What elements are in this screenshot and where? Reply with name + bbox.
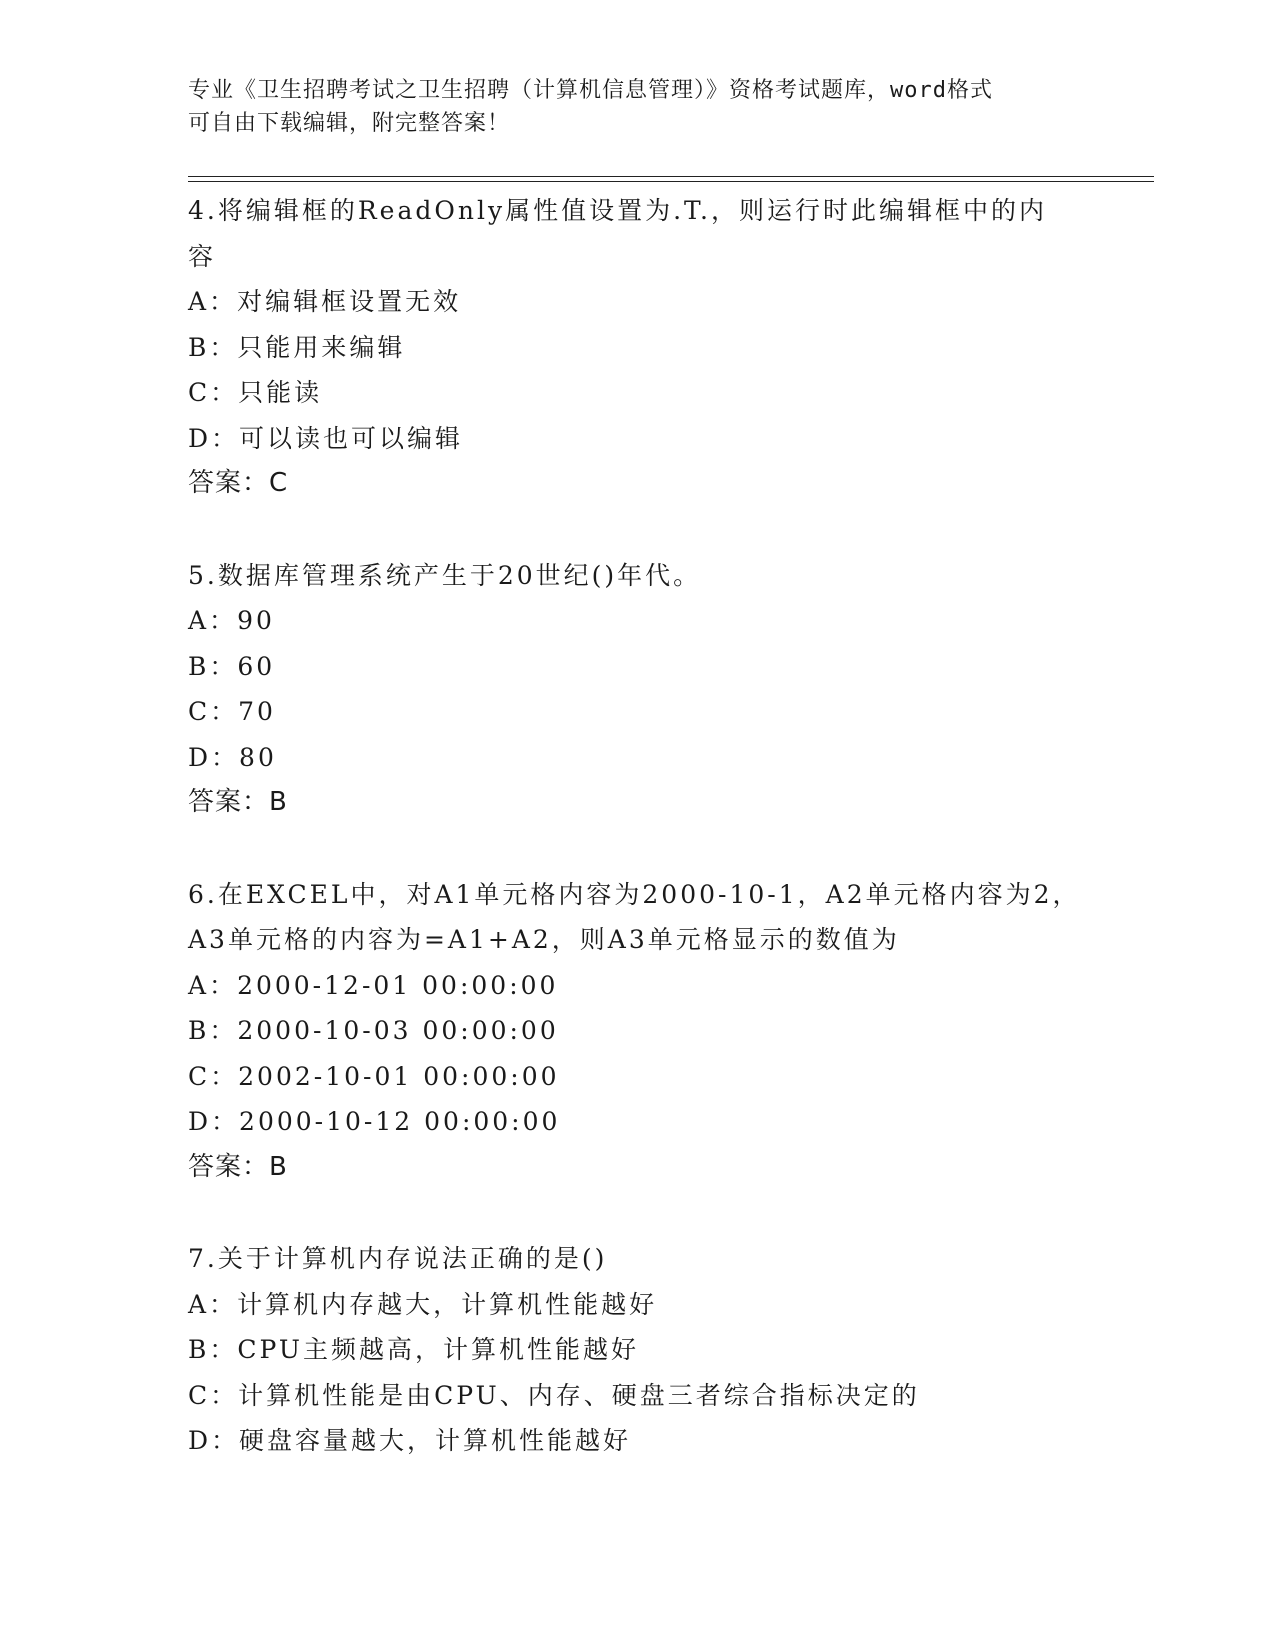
header-line-1: 专业《卫生招聘考试之卫生招聘（计算机信息管理）》资格考试题库，word格式 [188, 78, 993, 103]
answer-line: 答案：C [188, 468, 289, 498]
option-d [188, 416, 1088, 462]
option-b [188, 325, 1088, 371]
option-text: 可以读也可以编辑 [239, 423, 464, 453]
option-text: 80 [239, 742, 277, 772]
option-a [188, 963, 1088, 1009]
option-text: 计算机性能是由CPU、内存、硬盘三者综合指标决定的 [238, 1380, 920, 1410]
option-letter: C： [188, 1061, 239, 1091]
option-text: 2002-10-01 00:00:00 [238, 1061, 560, 1091]
option-d [188, 1099, 1088, 1145]
option-text: 2000-12-01 00:00:00 [237, 970, 559, 1000]
option-text: 对编辑框设置无效 [237, 287, 462, 316]
question-list [188, 188, 1088, 1464]
option-b [188, 1327, 1088, 1373]
spacer [188, 826, 1088, 872]
option-d [188, 735, 1088, 781]
option-text: 2000-10-12 00:00:00 [239, 1107, 561, 1136]
document-header [188, 74, 1088, 140]
option-letter: B： [188, 332, 238, 362]
question-6 [188, 872, 1088, 1191]
question-stem-line: 4.将编辑框的ReadOnly属性值设置为.T.，则运行时此编辑框中的内 [188, 196, 1047, 225]
question-7 [188, 1236, 1088, 1464]
option-c [188, 689, 1088, 735]
option-letter: A： [188, 1289, 238, 1319]
question-stem-line: 5.数据库管理系统产生于20世纪()年代。 [188, 560, 702, 590]
option-letter: C： [188, 697, 239, 726]
option-text: 只能读 [238, 378, 323, 407]
option-text: 60 [237, 651, 276, 681]
option-text: 2000-10-03 00:00:00 [237, 1016, 559, 1045]
question-4 [188, 188, 1088, 507]
option-b [188, 644, 1088, 690]
option-c [188, 1054, 1088, 1100]
option-c [188, 1373, 1088, 1419]
header-divider-top [188, 176, 1154, 177]
option-letter: B： [188, 651, 238, 681]
option-letter: A： [188, 970, 238, 1000]
question-5 [188, 553, 1088, 826]
option-letter: D： [188, 423, 240, 453]
header-line-2: 可自由下载编辑，附完整答案！ [188, 111, 511, 136]
option-d [188, 1418, 1088, 1464]
answer-line: 答案：B [188, 787, 288, 817]
option-letter: A： [188, 287, 238, 316]
question-stem-line: A3单元格的内容为=A1+A2，则A3单元格显示的数值为 [188, 925, 900, 954]
option-letter: D： [188, 1107, 240, 1136]
option-text: 计算机内存越大，计算机性能越好 [237, 1289, 658, 1319]
option-text: 70 [238, 697, 276, 726]
option-letter: C： [188, 1380, 239, 1410]
option-letter: B： [188, 1335, 238, 1364]
option-letter: A： [188, 606, 238, 635]
option-a [188, 1282, 1088, 1328]
option-text: 90 [237, 606, 275, 635]
option-text: 只能用来编辑 [237, 332, 406, 362]
option-letter: B： [188, 1016, 238, 1045]
answer-line: 答案：B [188, 1151, 288, 1182]
option-letter: D： [188, 1426, 240, 1455]
option-text: CPU主频越高，计算机性能越好 [237, 1335, 639, 1364]
option-c [188, 370, 1088, 416]
option-letter: C： [188, 378, 239, 407]
option-b [188, 1008, 1088, 1054]
option-a [188, 598, 1088, 644]
option-letter: D： [188, 742, 240, 772]
question-stem-line: 7.关于计算机内存说法正确的是() [188, 1244, 608, 1273]
question-stem-line: 6.在EXCEL中，对A1单元格内容为2000-10-1，A2单元格内容为2， [188, 879, 1081, 909]
option-a [188, 279, 1088, 325]
header-divider-bottom [188, 181, 1154, 182]
spacer [188, 507, 1088, 553]
spacer [188, 1190, 1088, 1236]
option-text: 硬盘容量越大，计算机性能越好 [239, 1426, 632, 1455]
question-stem-line: 容 [188, 241, 217, 271]
